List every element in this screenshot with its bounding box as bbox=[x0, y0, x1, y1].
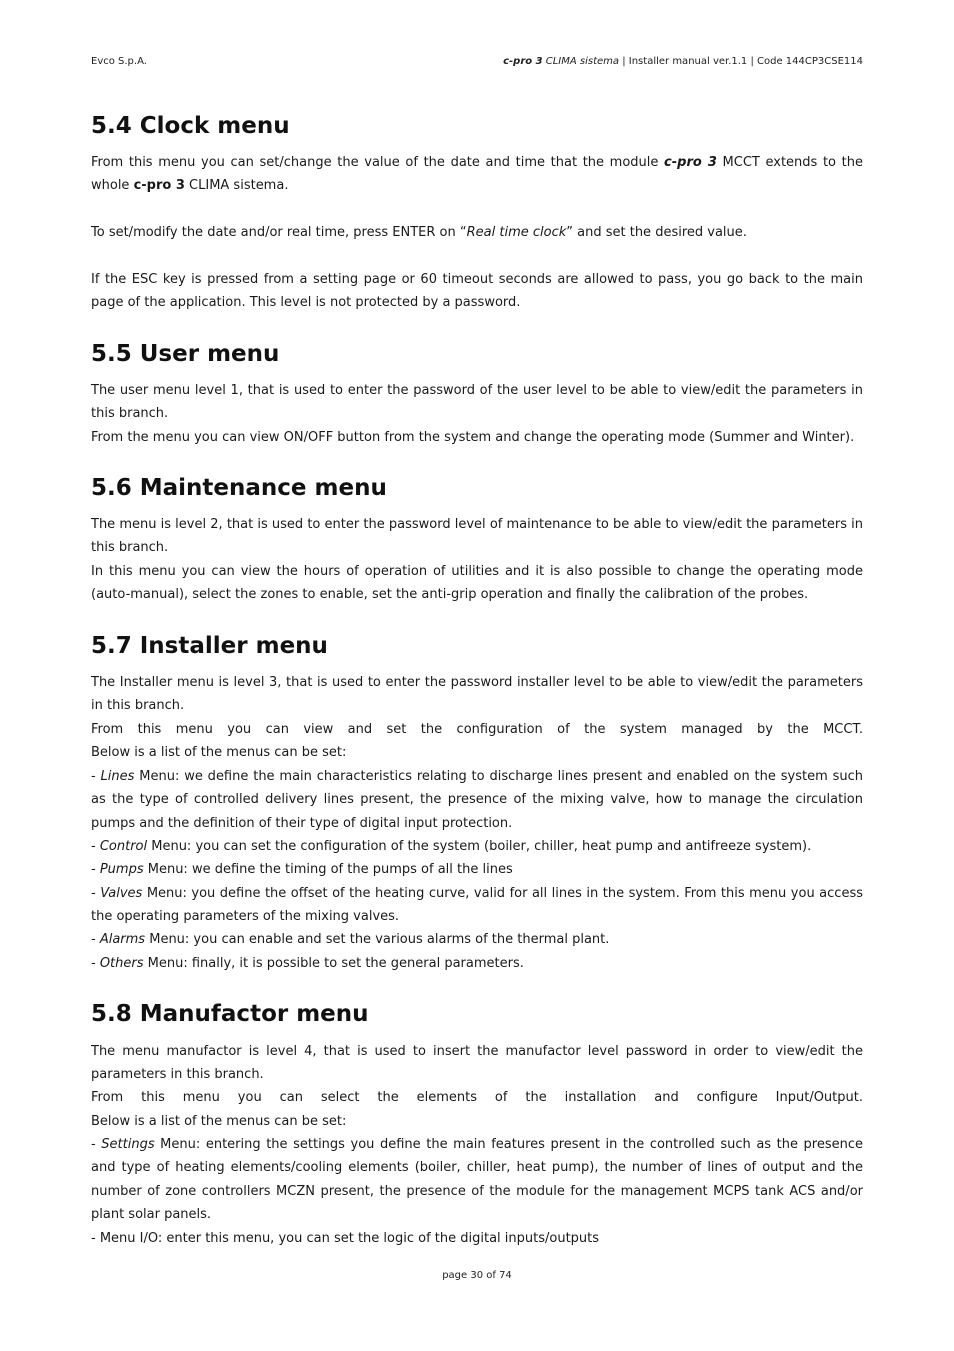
section-5-6-para-2: In this menu you can view the hours of operation of utilities and it is also possible to change the operating mode (auto-manual), select the zones to enable, set the anti-grip operation and finally the calibration of the probes. bbox=[91, 564, 863, 603]
section-5-5-title: 5.5 User menu bbox=[91, 341, 280, 367]
section-5-7-para-1: The Installer menu is level 3, that is used to enter the password installer level to be able to view/edit the parameters in this branch. bbox=[91, 675, 863, 714]
installer-list-item: - Alarms Menu: you can enable and set the various alarms of the thermal plant. bbox=[91, 932, 610, 947]
manufactor-list-item: - Menu I/O: enter this menu, you can set the logic of the digital inputs/outputs bbox=[91, 1231, 600, 1246]
page-number: page 30 of 74 bbox=[442, 1270, 512, 1281]
section-5-7-para-3: Below is a list of the menus can be set: bbox=[91, 745, 347, 760]
section-5-7-para-2: From this menu you can view and set the configuration of the system managed by the MCCT. bbox=[91, 722, 863, 737]
header-company: Evco S.p.A. bbox=[91, 56, 147, 67]
section-5-5-para-2: From the menu you can view ON/OFF button from the system and change the operating mode (Summer and Winter). bbox=[91, 430, 855, 445]
section-5-5-para-1: The user menu level 1, that is used to enter the password of the user level to be able to view/edit the parameters in this branch. bbox=[91, 383, 863, 422]
section-5-4-title: 5.4 Clock menu bbox=[91, 113, 290, 139]
installer-list-item: - Pumps Menu: we define the timing of the pumps of all the lines bbox=[91, 862, 513, 877]
section-5-8-para-3: Below is a list of the menus can be set: bbox=[91, 1114, 347, 1129]
section-5-7-title: 5.7 Installer menu bbox=[91, 633, 328, 659]
header-product-name: c-pro 3 bbox=[503, 56, 543, 67]
section-5-8-para-2: From this menu you can select the elements of the installation and configure Input/Output. bbox=[91, 1090, 863, 1105]
manufactor-list-item: - Settings Menu: entering the settings you define the main features present in the controlled such as the presence and type of heating elements/cooling elements (boiler, chiller, heat pump), the number of lines of output and the number of zone controllers MCZN present, the presence of the module for the management MCPS tank ACS and/or plant solar panels. bbox=[91, 1137, 864, 1223]
section-5-6-title: 5.6 Maintenance menu bbox=[91, 475, 387, 501]
installer-list-item: - Control Menu: you can set the configuration of the system (boiler, chiller, heat pump and antifreeze system). bbox=[91, 839, 812, 854]
installer-list-item: - Others Menu: finally, it is possible to set the general parameters. bbox=[91, 956, 524, 971]
section-5-6-para-1: The menu is level 2, that is used to enter the password level of maintenance to be able to view/edit the parameters in this branch. bbox=[91, 517, 863, 556]
section-5-4-para-3: If the ESC key is pressed from a setting page or 60 timeout seconds are allowed to pass, you go back to the main page of the application. This level is not protected by a password. bbox=[91, 272, 863, 311]
section-5-8-title: 5.8 Manufactor menu bbox=[91, 1001, 369, 1027]
installer-list-item: - Lines Menu: we define the main characteristics relating to discharge lines present and enabled on the system such as the type of controlled delivery lines present, the presence of the mixing valve, how to manage the circulation pumps and the definition of their type of digital input protection. bbox=[91, 769, 863, 831]
section-5-8-para-1: The menu manufactor is level 4, that is used to insert the manufactor level password in order to view/edit the parameters in this branch. bbox=[91, 1044, 863, 1083]
section-5-4-para-1: From this menu you can set/change the value of the date and time that the module c-pro 3 MCCT extends to the whole c-pro 3 CLIMA sistema. bbox=[91, 155, 863, 194]
header-manual-code: | Installer manual ver.1.1 | Code 144CP3CSE114 bbox=[619, 56, 863, 67]
installer-list-item: - Valves Menu: you define the offset of the heating curve, valid for all lines in the system. From this menu you access the operating parameters of the mixing valves. bbox=[91, 886, 863, 925]
header-product-suffix: CLIMA sistema bbox=[542, 56, 620, 67]
section-5-4-para-2: To set/modify the date and/or real time, press ENTER on “Real time clock” and set the desired value. bbox=[91, 225, 747, 240]
header-manual-info bbox=[503, 56, 863, 67]
